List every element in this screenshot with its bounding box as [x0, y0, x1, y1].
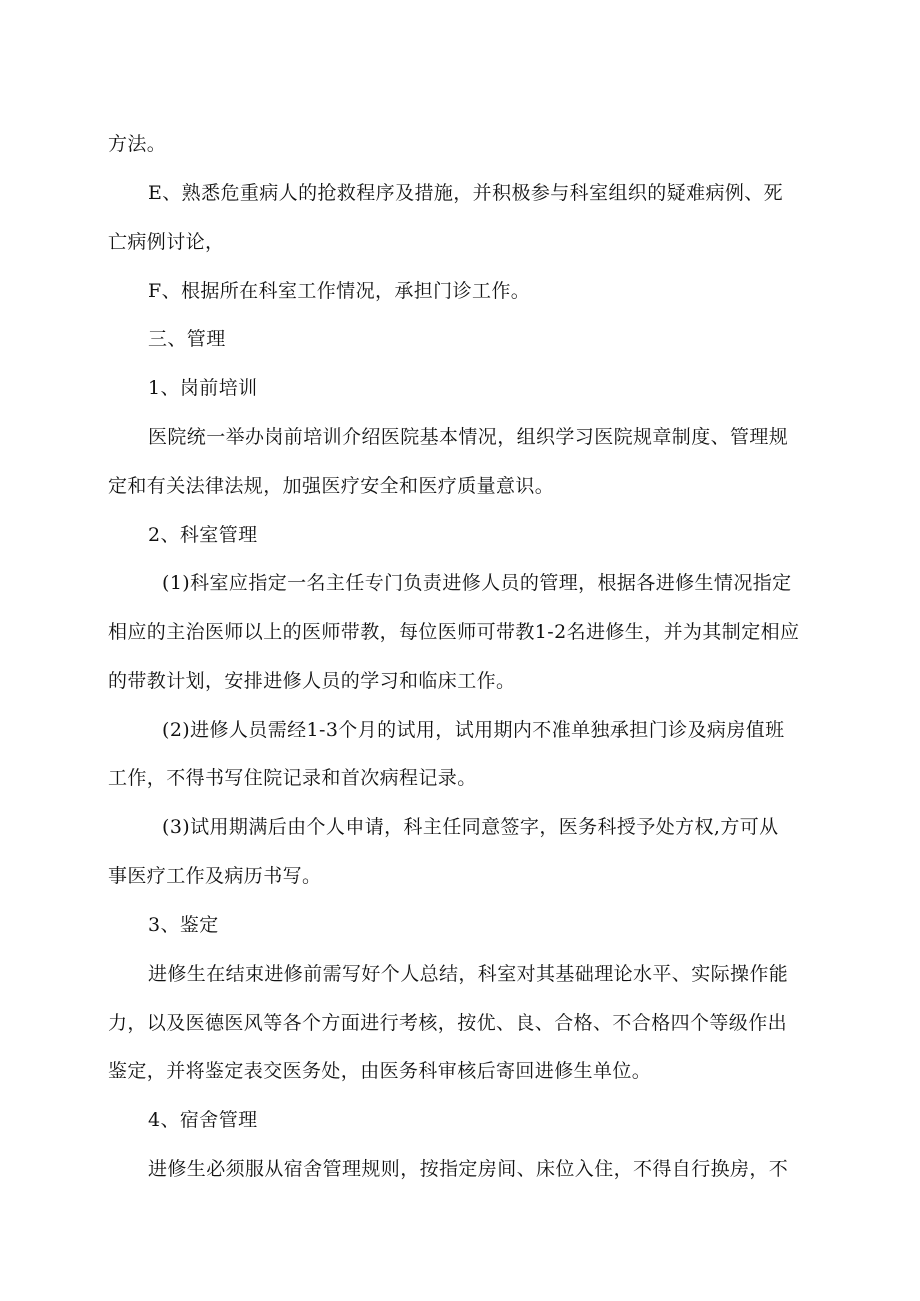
- subsection-heading: 3、鉴定: [148, 914, 219, 936]
- text-line: (1)科室应指定一名主任专门负责进修人员的管理，根据各进修生情况指定: [162, 572, 792, 594]
- text-line: 方法。: [108, 133, 167, 155]
- text-line: (3)试用期满后由个人申请，科主任同意签字，医务科授予处方权,方可从: [162, 816, 779, 838]
- text-line: 医院统一举办岗前培训介绍医院基本情况，组织学习医院规章制度、管理规: [148, 426, 789, 448]
- text-line: 事医疗工作及病历书写。: [108, 865, 322, 887]
- text-line: 进修生在结束进修前需写好个人总结，科室对其基础理论水平、实际操作能: [148, 963, 789, 985]
- section-heading: 三、管理: [148, 328, 226, 350]
- text-line: 相应的主治医师以上的医师带教，每位医师可带教1-2名进修生，并为其制定相应: [108, 621, 800, 643]
- text-line: E、熟悉危重病人的抢救程序及措施，并积极参与科室组织的疑难病例、死: [148, 182, 784, 204]
- subsection-heading: 1、岗前培训: [148, 377, 258, 399]
- text-line: 定和有关法律法规，加强医疗安全和医疗质量意识。: [108, 475, 555, 497]
- text-line: 力，以及医德医风等各个方面进行考核，按优、良、合格、不合格四个等级作出: [108, 1012, 788, 1034]
- subsection-heading: 4、宿舍管理: [148, 1109, 258, 1131]
- text-line: 鉴定，并将鉴定表交医务处，由医务科审核后寄回进修生单位。: [108, 1060, 652, 1082]
- text-line: 工作，不得书写住院记录和首次病程记录。: [108, 767, 477, 789]
- text-line: (2)进修人员需经1-3个月的试用，试用期内不准单独承担门诊及病房值班: [162, 719, 785, 741]
- text-line: 的带教计划，安排进修人员的学习和临床工作。: [108, 670, 516, 692]
- subsection-heading: 2、科室管理: [148, 524, 258, 546]
- text-line: 亡病例讨论，: [108, 231, 225, 253]
- text-line: F、根据所在科室工作情况，承担门诊工作。: [148, 280, 531, 302]
- text-line: 进修生必须服从宿舍管理规则，按指定房间、床位入住，不得自行换房，不: [148, 1158, 789, 1180]
